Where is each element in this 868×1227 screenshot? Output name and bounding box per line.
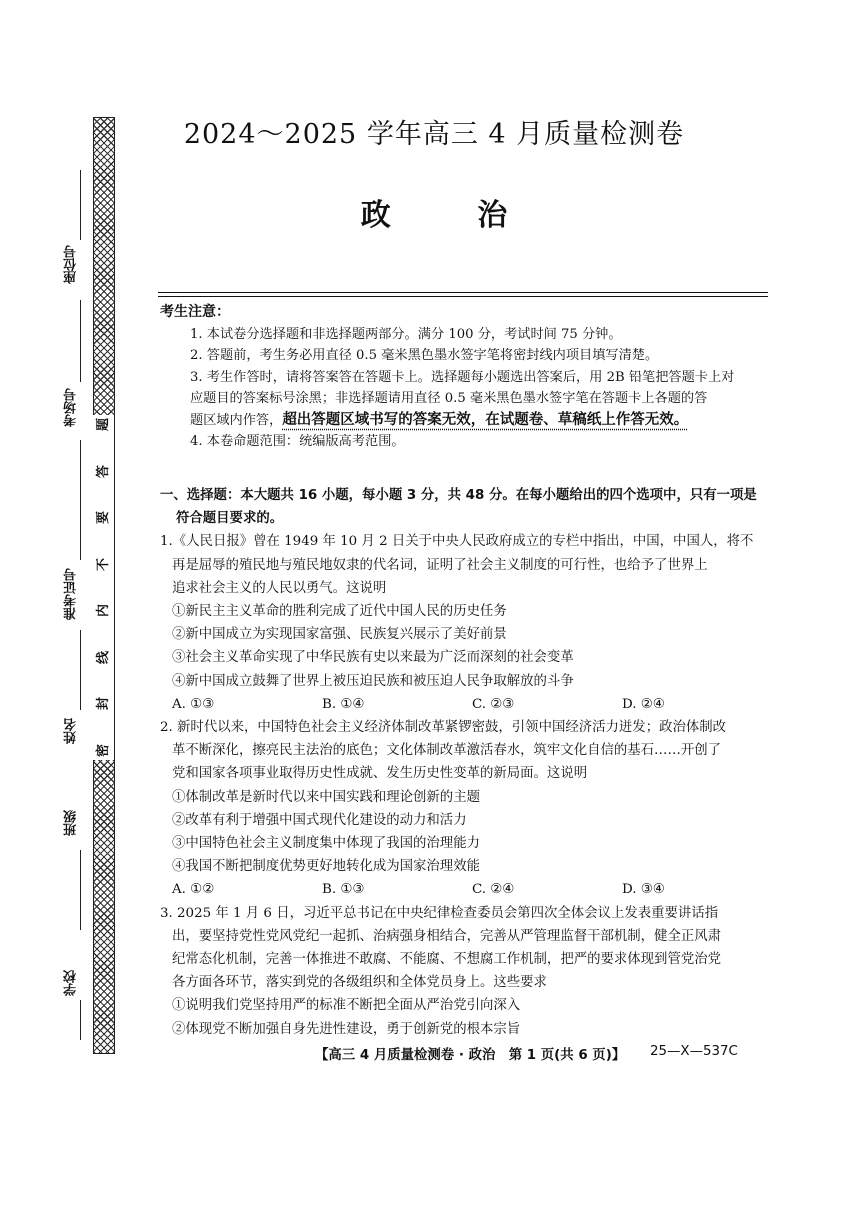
seal-line-warning bbox=[90, 415, 114, 760]
question-3-stem: 纪常态化机制，完善一体推进不敢腐、不能腐、不想腐工作机制，把严的要求体现到管党治党 bbox=[172, 952, 722, 968]
student-name-field[interactable] bbox=[80, 630, 81, 710]
question-2-stem: 2. 新时代以来，中国特色社会主义经济体制改革紧锣密鼓，引领中国经济活力迸发；政治体制改 bbox=[160, 720, 727, 736]
seat-number-label: 座位号 bbox=[64, 245, 79, 284]
question-2-statement: ②改革有利于增强中国式现代化建设的动力和活力 bbox=[172, 812, 467, 828]
notice-item: 3. 考生作答时，请将答案答在答题卡上。选择题每小题选出答案后，用 2B 铅笔把答题卡上对 bbox=[190, 369, 735, 385]
notice-emphasis: 超出答题区域书写的答案无效，在试题卷、草稿纸上作答无效。 bbox=[282, 411, 689, 428]
question-2-statement: ③中国特色社会主义制度集中体现了我国的治理能力 bbox=[172, 836, 480, 852]
seal-char: 答 bbox=[96, 464, 112, 478]
question-3-stem: 各方面各环节，落实到党的各级组织和全体党员身上。这些要求 bbox=[172, 975, 547, 991]
question-area bbox=[160, 484, 775, 1041]
question-1-choices bbox=[160, 693, 775, 716]
seal-char: 封 bbox=[96, 697, 112, 711]
exam-id-label: 准考证号 bbox=[64, 568, 79, 620]
class-label: 班级 bbox=[64, 810, 79, 836]
exam-room-label: 考场号 bbox=[64, 388, 79, 427]
question-2-statement: ④我国不断把制度优势更好地转化成为国家治理效能 bbox=[172, 859, 480, 875]
choice-b[interactable]: B. ①③ bbox=[322, 882, 365, 898]
question-1-stem: 再是屈辱的殖民地与殖民地奴隶的代名词，证明了社会主义制度的可行性，也给予了世界上 bbox=[172, 557, 708, 573]
question-3-stem: 出，要坚持党性党风党纪一起抓、治病强身相结合，完善从严管理监督干部机制，健全正风肃 bbox=[172, 928, 722, 944]
seal-char: 题 bbox=[96, 417, 112, 432]
question-2-stem: 革不断深化，擦亮民主法治的底色；文化体制改革激活春水，筑牢文化自信的基石……开创了 bbox=[172, 743, 722, 759]
question-1-stem: 追求社会主义的人民以勇气。这说明 bbox=[172, 580, 387, 596]
choice-a[interactable]: A. ①② bbox=[172, 882, 215, 898]
exam-room-field[interactable] bbox=[80, 300, 81, 382]
choice-d[interactable]: D. ③④ bbox=[622, 882, 665, 898]
question-2-statement: ①体制改革是新时代以来中国实践和理论创新的主题 bbox=[172, 789, 480, 805]
choice-c[interactable]: C. ②③ bbox=[472, 696, 515, 712]
section-heading: 一、选择题：本大题共 16 小题，每小题 3 分，共 48 分。在每小题给出的四个选项中，只有一项是 bbox=[160, 488, 757, 503]
class-field[interactable] bbox=[80, 850, 81, 930]
question-1-statement: ③社会主义革命实现了中华民族有史以来最为广泛而深刻的社会变革 bbox=[172, 650, 574, 666]
candidate-notice bbox=[160, 302, 775, 453]
school-field[interactable] bbox=[80, 1000, 81, 1040]
seal-char: 密 bbox=[96, 743, 112, 757]
question-1-statement: ①新民主主义革命的胜利完成了近代中国人民的历史任务 bbox=[172, 604, 507, 620]
seal-char: 不 bbox=[96, 557, 112, 571]
choice-b[interactable]: B. ①④ bbox=[322, 696, 365, 712]
subject-title: 政 治 bbox=[360, 198, 546, 233]
question-1-statement: ②新中国成立为实现国家富强、民族复兴展示了美好前景 bbox=[172, 627, 507, 643]
question-3-stem: 3. 2025 年 1 月 6 日，习近平总书记在中央纪律检查委员会第四次全体会议上发表重要讲话指 bbox=[160, 905, 719, 921]
choice-d[interactable]: D. ②④ bbox=[622, 696, 665, 712]
exam-title: 2024～2025 学年高三 4 月质量检测卷 bbox=[183, 119, 685, 150]
question-3-statement: ①说明我们党坚持用严的标准不断把全面从严治党引向深入 bbox=[172, 998, 521, 1014]
notice-text: 题区域内作答， bbox=[190, 412, 283, 428]
notice-item: 2. 答题前，考生务必用直径 0.5 毫米黑色墨水签字笔将密封线内项目填写清楚。 bbox=[190, 348, 659, 363]
seal-char: 要 bbox=[96, 511, 112, 525]
choice-c[interactable]: C. ②④ bbox=[472, 882, 515, 898]
question-1-statement: ④新中国成立鼓舞了世界上被压迫民族和被压迫人民争取解放的斗争 bbox=[172, 673, 574, 689]
header-divider bbox=[158, 296, 768, 297]
paper-code: 25—X—537C bbox=[650, 1044, 738, 1059]
section-heading: 符合题目要求的。 bbox=[176, 511, 284, 527]
notice-item: 4. 本卷命题范围：统编版高考范围。 bbox=[190, 434, 405, 449]
notice-item: 1. 本试卷分选择题和非选择题两部分。满分 100 分，考试时间 75 分钟。 bbox=[190, 326, 622, 342]
exam-id-field[interactable] bbox=[80, 440, 81, 560]
question-3-statement: ②体现党不断加强自身先进性建设，勇于创新党的根本宗旨 bbox=[172, 1021, 521, 1037]
notice-heading: 考生注意： bbox=[160, 304, 230, 320]
question-2-choices bbox=[160, 878, 775, 901]
school-label: 学校 bbox=[64, 970, 79, 996]
page-footer: 【高三 4 月质量检测卷 · 政治 第 1 页(共 6 页)】 bbox=[315, 1048, 626, 1063]
notice-item: 应题目的答案标号涂黑；非选择题请用直径 0.5 毫米黑色墨水签字笔在答题卡上各题的答 bbox=[190, 391, 708, 406]
notice-item bbox=[160, 410, 775, 432]
choice-a[interactable]: A. ①③ bbox=[172, 696, 215, 712]
header-divider bbox=[158, 292, 768, 293]
seal-char: 线 bbox=[96, 650, 112, 664]
question-2-stem: 党和国家各项事业取得历史性成就、发生历史性变革的新局面。这说明 bbox=[172, 766, 588, 782]
student-name-label: 姓名 bbox=[64, 718, 79, 744]
seal-char: 内 bbox=[96, 604, 112, 618]
question-1-stem: 1.《人民日报》曾在 1949 年 10 月 2 日关于中央人民政府成立的专栏中指出，中国，中国人，将不 bbox=[160, 534, 754, 550]
